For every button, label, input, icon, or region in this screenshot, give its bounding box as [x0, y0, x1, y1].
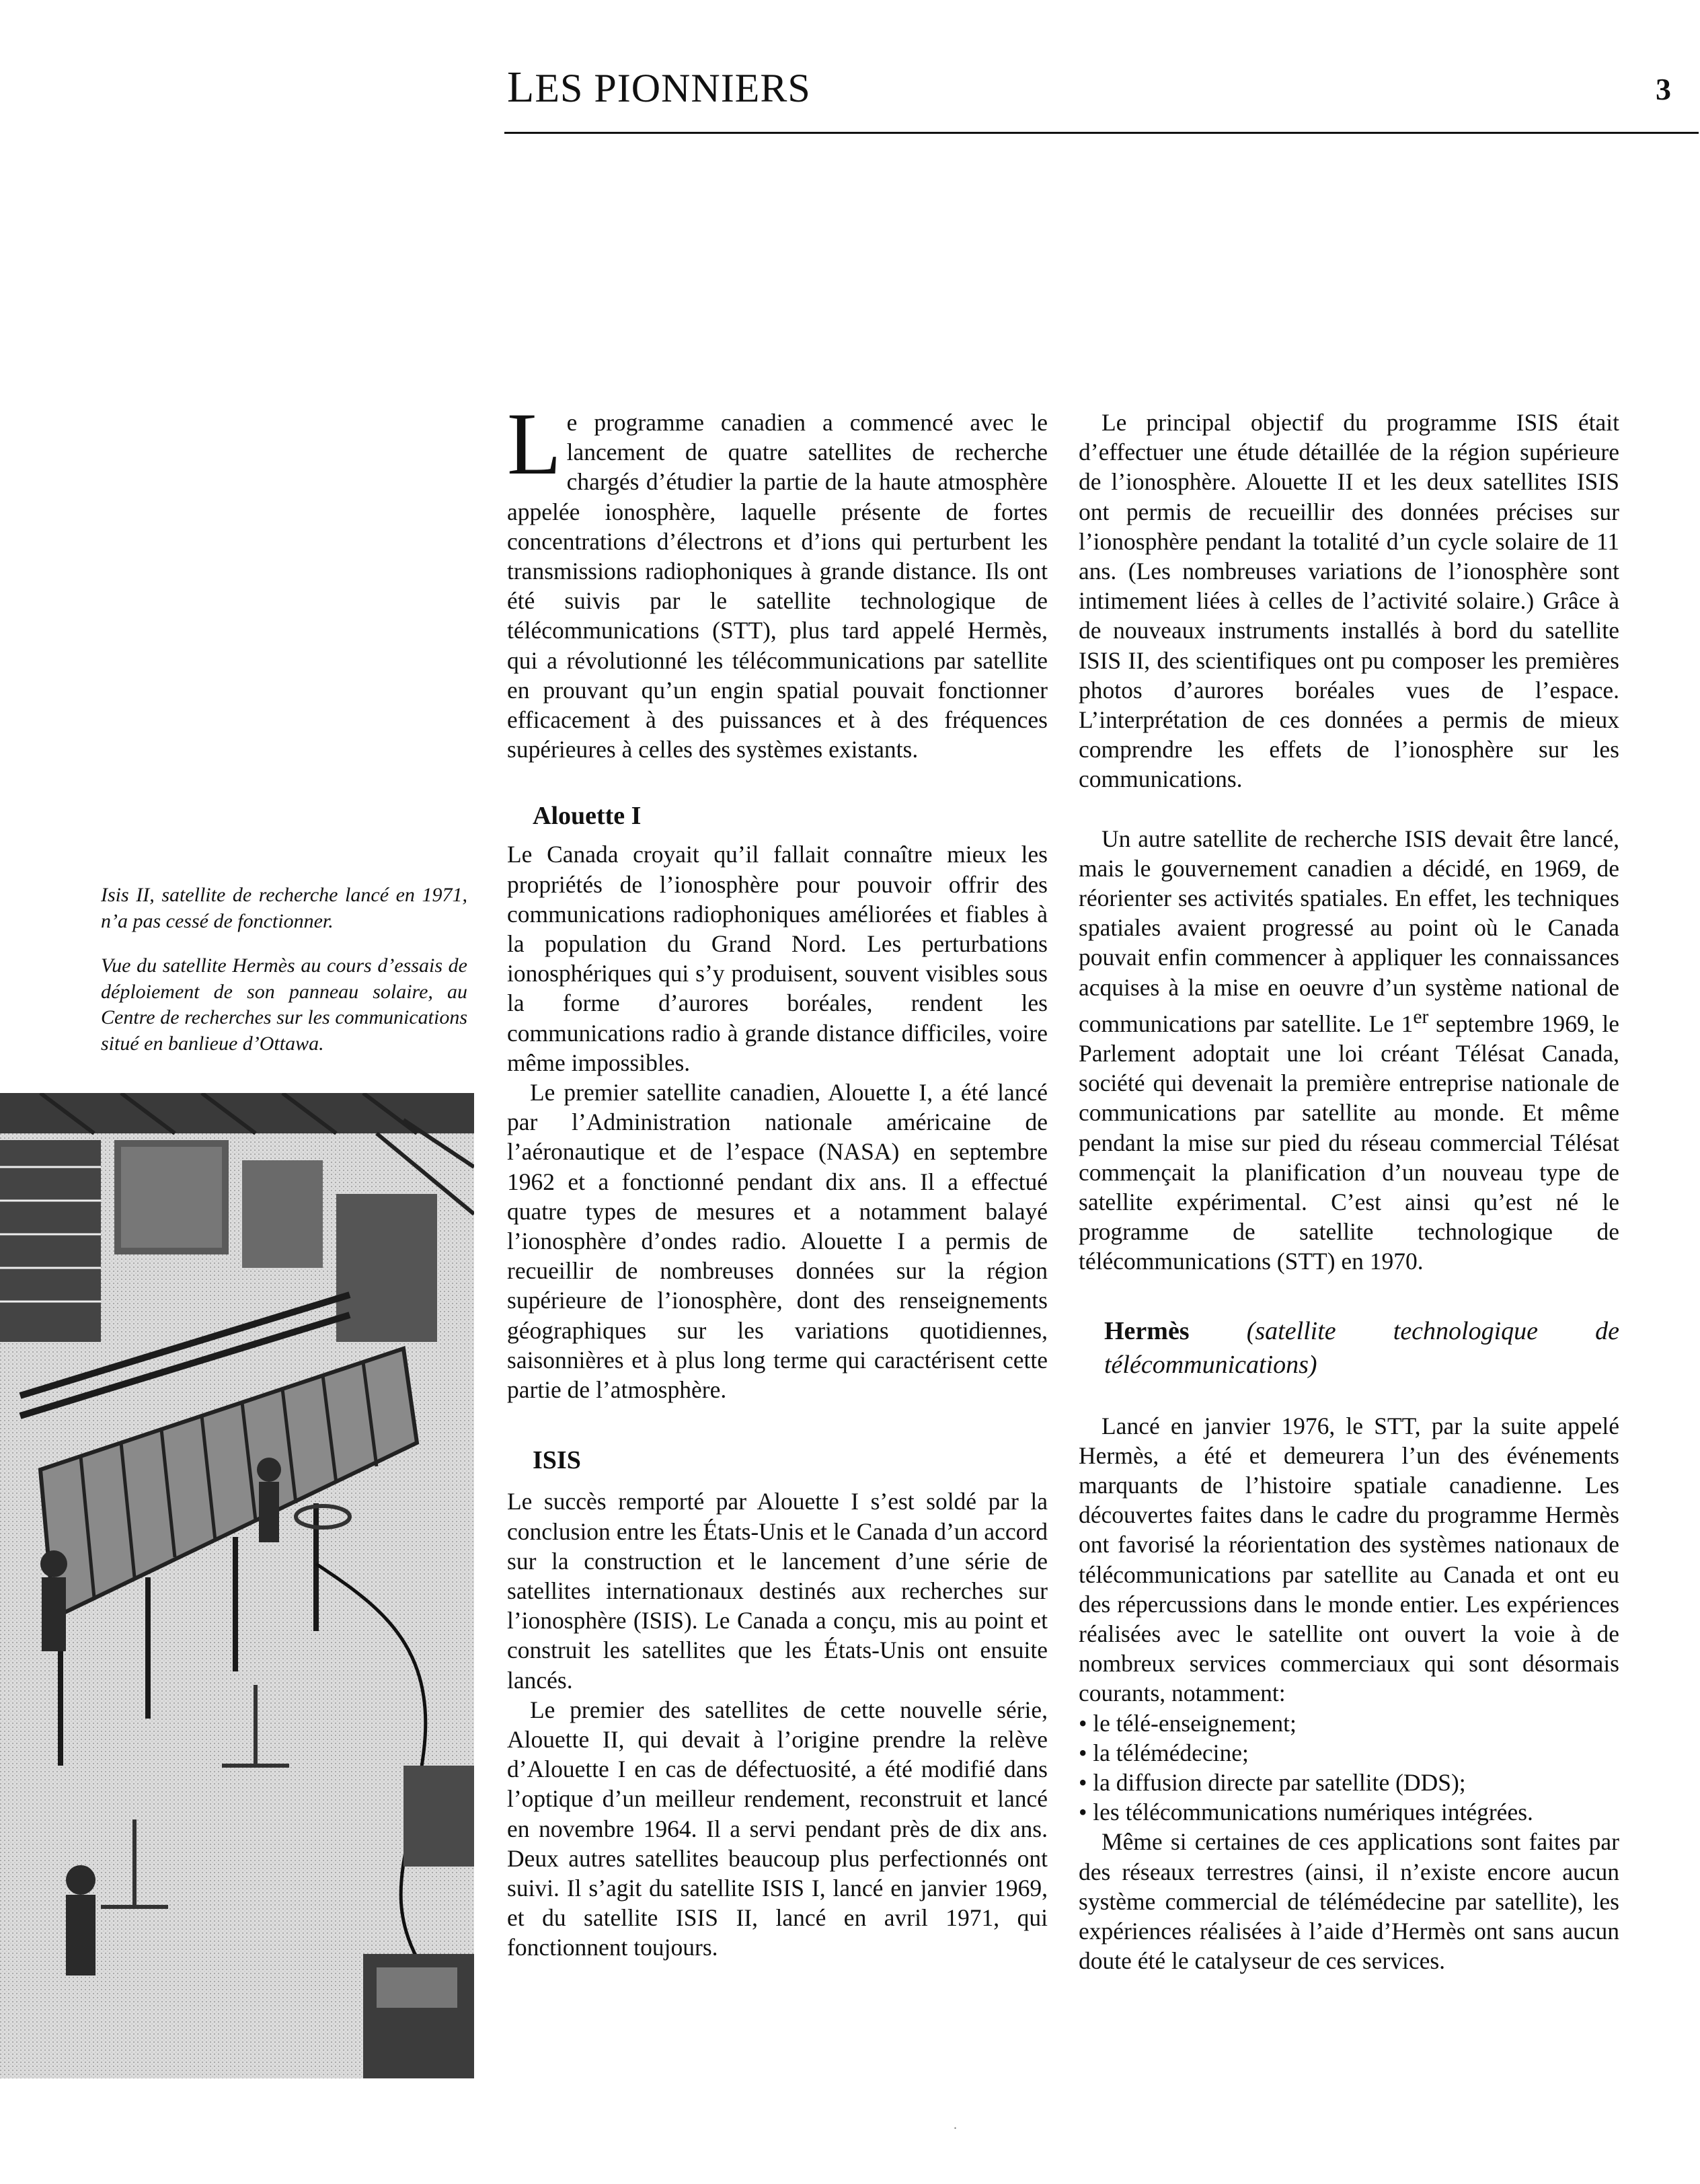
hermes-paragraph-1: Lancé en janvier 1976, le STT, par la suite appelé Hermès, a été et demeurera l’un des événements marquants de l’histoire spatiale canadienne. Les découvertes faites dans le cadre du programme Hermès ont favorisé la réorientation des systèmes nationaux de télécommunications par satellite au Canada et ont eu des répercussions dans le monde entier. Les expériences réalisées avec le satellite ont ouvert la voie à de nombreux services commerciaux qui sont désormais courants, notamment:: [1079, 1412, 1619, 1707]
list-item: • la télémédecine;: [1079, 1739, 1249, 1766]
list-item: • les télécommunications numériques intégrées.: [1079, 1799, 1533, 1826]
running-title-initial: L: [507, 63, 535, 112]
list-item: • la diffusion directe par satellite (DDS);: [1079, 1768, 1466, 1796]
heading-hermes: [1079, 1314, 1619, 1382]
hermes-solar-panel-photo: [0, 1093, 474, 2078]
hermes-paragraph-2: Même si certaines de ces applications sont faites par des réseaux terrestres (ainsi, il n’existe encore aucun système commercial de télémédecine par satellite), les expériences réalisées à l’aide d’Hermès ont sans aucun doute été le catalyseur de ces services.: [1079, 1828, 1619, 1975]
heading-alouette: Alouette I: [533, 802, 642, 831]
photo-caption-isis: Isis II, satellite de recherche lancé en 1971, n’a pas cessé de fonctionner.: [101, 884, 467, 932]
page-number: 3: [1656, 72, 1671, 106]
footer-mark: .: [954, 2117, 957, 2132]
photo-caption-hermes: Vue du satellite Hermès au cours d’essais de déploiement de son panneau solaire, au Centre de recherches sur les communications situé en banlieue d’Ottawa.: [101, 954, 467, 1055]
isis-paragraph-3: Le principal objectif du programme ISIS était d’effectuer une étude détaillée de la région supérieure de l’ionosphère. Alouette II et les deux satellites ISIS ont permis de recueillir des données précises sur l’ionosphère pendant la totalité d’un cycle solaire de 11 ans. (Les nombreuses variations de l’ionosphère sont intimement liées à celles de l’activité solaire.) Grâce à de nouveaux instruments installés à bord du satellite ISIS II, des scientifiques ont pu composer les premières photos d’aurores boréales vues de l’espace. L’interprétation de ces données a permis de mieux comprendre les effets de l’ionosphère sur les communications.: [1079, 409, 1619, 793]
paragraph-gap: [1079, 794, 1619, 824]
alouette-paragraph-1: Le Canada croyait qu’il fallait connaître mieux les propriétés de l’ionosphère pour pouvoir offrir des communications radiophoniques améliorées et fiables à la population du Grand Nord. Les perturbations ionosphériques qui s’y produisent, souvent visibles sous la forme d’aurores boréales, rendent les communications radio à grande distance difficiles, voire même impossibles.: [507, 841, 1048, 1076]
text-column-left: [507, 394, 1048, 1963]
isis-paragraph-2: Le premier des satellites de cette nouvelle série, Alouette II, qui devait à l’origine prendre la relève d’Alouette I en cas de défectuosité, a été modifié dans l’optique d’un meilleur rendement, reconstruit et lancé en novembre 1964. Il a servi pendant près de dix ans. Deux autres satellites beaucoup plus perfectionnés ont suivi. Il s’agit du satellite ISIS I, lancé en janvier 1969, et du satellite ISIS II, lancé en avril 1971, qui fonctionnent toujours.: [507, 1696, 1048, 1961]
intro-text: e programme canadien a commencé avec le lancement de quatre satellites de recherche chargés d’étudier la partie de la haute atmosphère appelée ionosphère, laquelle présente de fortes concentrations d’électrons et d’ions qui perturbent les transmissions radiophoniques à grande distance. Ils ont été suivis par le satellite technologique de télécommunications (STT), plus tard appelé Hermès, qui a révolutionné les télécommunications par satellite en prouvant qu’un engin spatial pouvait fonctionner efficacement à des puissances et à des fréquences supérieures à celles des systèmes existants.: [507, 409, 1048, 763]
heading-hermes-title: Hermès: [1104, 1316, 1190, 1345]
isis-p4-part-a: Un autre satellite de recherche ISIS devait être lancé, mais le gouvernement canadien a décidé, en 1969, de réorienter ses activités spatiales. En effet, les techniques spatiales avaient progressé au point où le Canada pouvait enfin commencer à appliquer les connaissances acquises à la mise en oeuvre d’un système national de communications par satellite. Le 1: [1079, 825, 1619, 1037]
heading-hermes-subtitle: (satellite technologique de télécommunications): [1104, 1316, 1619, 1379]
text-column-right: [1079, 408, 1619, 1975]
header-rule: [504, 132, 1699, 134]
alouette-paragraph-2: Le premier satellite canadien, Alouette I, a été lancé par l’Administration nationale américaine de l’aéronautique et de l’espace (NASA) en septembre 1962 et a fonctionné pendant dix ans. Il a effectué quatre types de mesures et a notamment balayé l’ionosphère d’ondes radio. Alouette I a permis de recueillir de nombreuses données sur la région supérieure de l’ionosphère, dont des renseignements géographiques sur les variations quotidiennes, saisonnières et à plus long terme qui caractérisent cette partie de l’atmosphère.: [507, 1079, 1048, 1404]
drop-cap: L: [507, 394, 562, 493]
isis-paragraph-4: [1079, 824, 1619, 1277]
intro-paragraph: [507, 394, 1048, 764]
running-title: [507, 62, 811, 113]
isis-paragraph-1: Le succès remporté par Alouette I s’est soldé par la conclusion entre les États-Unis et le Canada d’un accord sur la construction et le lancement d’une série de satellites internationaux destinés aux recherches sur l’ionosphère (ISIS). Le Canada a conçu, mis au point et construit les satellites que les États-Unis ont ensuite lancés.: [507, 1488, 1048, 1694]
heading-isis: ISIS: [533, 1446, 581, 1475]
services-list: [1079, 1708, 1619, 1828]
list-item: • le télé-enseignement;: [1079, 1709, 1297, 1737]
isis-p4-part-b: septembre 1969, le Parlement adoptait une loi créant Télésat Canada, société qui devenait la première entreprise nationale de communications par satellite au monde. Et même pendant la mise sur pied du réseau commercial Télésat commençait la planification d’un nouveau type de satellite expérimental. C’est ainsi qu’est né le programme de satellite technologique de télécommunications (STT) en 1970.: [1079, 1010, 1619, 1275]
running-title-rest: ES PIONNIERS: [535, 66, 811, 110]
ordinal-superscript: er: [1413, 1006, 1429, 1028]
